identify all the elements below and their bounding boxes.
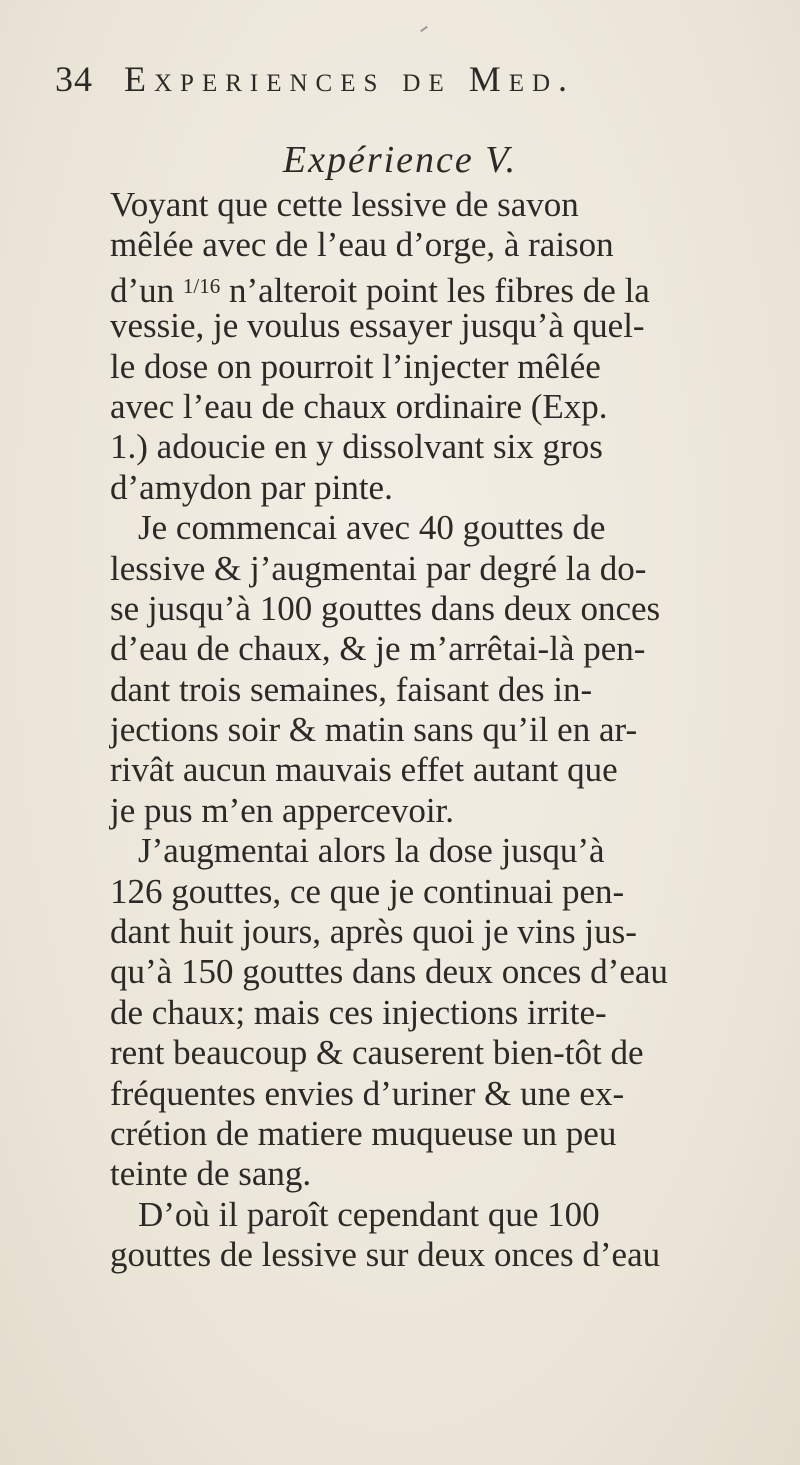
text-line: gouttes de lessive sur deux onces d’eau (110, 1235, 661, 1275)
text-line: vessie, je voulus essayer jusqu’à quel- (110, 306, 645, 346)
text-line: mêlée avec de l’eau d’orge, à raison (110, 225, 614, 265)
text-line: avec l’eau de chaux ordinaire (Exp. (110, 386, 608, 426)
text-line: 1.) adoucie en y dissolvant six gros (110, 427, 603, 467)
text-line: jections soir & matin sans qu’il en ar- (110, 710, 638, 750)
text-line: d’amydon par pinte. (110, 467, 393, 507)
page-number: 34 (55, 59, 93, 99)
text-line: de chaux; mais ces injections irrite- (110, 992, 607, 1032)
text-line: rent beaucoup & causerent bien-tôt de (110, 1033, 644, 1073)
text-line: 126 gouttes, ce que je continuai pen- (110, 871, 625, 911)
fraction-sixteenth: 1/16 (182, 273, 221, 298)
text-line: d’un $^{1/16}$ n’alteroit point les fibres de la (110, 270, 650, 310)
body-text (110, 185, 770, 1276)
text-line: lessive & j’augmentai par degré la do- (110, 548, 647, 588)
ink-mark (420, 26, 428, 32)
text-line: dant huit jours, après quoi je vins jus- (110, 912, 637, 952)
text-line: D’où il paroît cependant que 100 (138, 1194, 600, 1234)
text-line: Je commencai avec 40 gouttes de (138, 508, 606, 548)
text-line: d’eau de chaux, & je m’arrêtai-là pen- (110, 629, 646, 669)
text-line: dant trois semaines, faisant des in- (110, 669, 593, 709)
text-line: le dose on pourroit l’injecter mêlée (110, 346, 601, 386)
text-line: rivât aucun mauvais effet autant que (110, 750, 618, 790)
text-line: crétion de matiere muqueuse un peu (110, 1113, 617, 1153)
running-title: Experiences de Med. (124, 59, 576, 99)
text-line: se jusqu’à 100 gouttes dans deux onces (110, 588, 661, 628)
running-header (55, 58, 755, 108)
text-line: qu’à 150 gouttes dans deux onces d’eau (110, 952, 668, 992)
text-line: je pus m’en appercevoir. (110, 790, 455, 830)
text-line: Voyant que cette lessive de savon (110, 185, 579, 224)
text-line: teinte de sang. (110, 1154, 312, 1194)
text-line: fréquentes envies d’uriner & une ex- (110, 1073, 625, 1113)
section-title: Expérience V. (282, 139, 518, 181)
text-line: J’augmentai alors la dose jusqu’à (138, 831, 605, 871)
